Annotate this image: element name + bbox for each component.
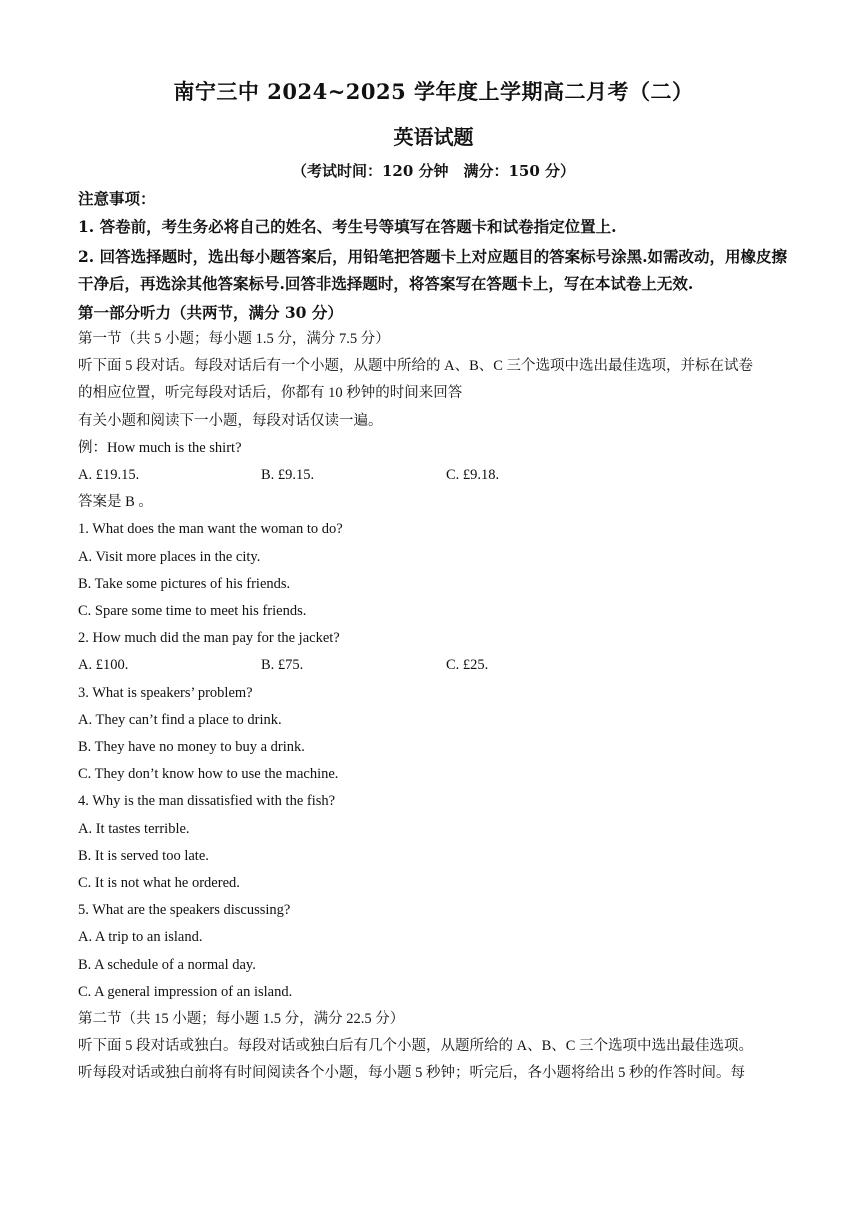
example-question: 例：How much is the shirt? — [78, 439, 242, 456]
section1-heading: 第一节（共 5 小题；每小题 1.5 分，满分 7.5 分） — [78, 331, 390, 347]
example-options — [78, 462, 793, 489]
option-c: C. A general impression of an island. — [78, 983, 293, 1000]
option-b: B. A schedule of a normal day. — [78, 956, 256, 973]
option-c: C. Spare some time to meet his friends. — [78, 603, 307, 620]
question-2-options — [78, 652, 793, 679]
option-c: C. It is not what he ordered. — [78, 875, 240, 892]
option-b: B. £75. — [261, 657, 304, 674]
option-b: B. It is served too late. — [78, 847, 209, 864]
question-5: 5. What are the speakers discussing? — [78, 902, 291, 919]
option-a: A. £100. — [78, 657, 129, 674]
section2-instruction-line: 听每段对话或独白前将有时间阅读各个小题，每小题 5 秒钟；听完后，各小题将给出 5 秒的作答时间。每 — [78, 1065, 745, 1082]
question-1: 1. What does the man want the woman to do? — [78, 521, 343, 538]
option-c: C. £25. — [446, 657, 489, 674]
option-c: C. They don’t know how to use the machine. — [78, 766, 339, 783]
option-b: B. Take some pictures of his friends. — [78, 575, 291, 592]
notice-item-2: 2. 回答选择题时，选出每小题答案后，用铅笔把答题卡上对应题目的答案标号涂黑.如需改动，用橡皮擦干净后，再选涂其他答案标号.回答非选择题时，将答案写在答题卡上，写在本试卷上无效. — [78, 247, 787, 293]
exam-title: 南宁三中 2024~2025 学年度上学期高二月考（二） — [173, 79, 694, 104]
option-b: B. They have no money to buy a drink. — [78, 739, 305, 756]
notice-heading: 注意事项： — [78, 189, 156, 208]
exam-time-info: （考试时间：120 分钟 满分：150 分） — [291, 162, 576, 180]
option-a: A. A trip to an island. — [78, 929, 203, 946]
option-b: B. £9.15. — [261, 467, 315, 484]
option-a: A. They can’t find a place to drink. — [78, 711, 282, 728]
question-4: 4. Why is the man dissatisfied with the fish? — [78, 793, 336, 810]
option-a: A. Visit more places in the city. — [78, 548, 261, 565]
section1-instruction-line: 有关小题和阅读下一小题，每段对话仅读一遍。 — [78, 412, 383, 429]
exam-subtitle: 英语试题 — [393, 125, 474, 149]
option-a: A. £19.15. — [78, 467, 140, 484]
notice-item-1: 1. 答卷前，考生务必将自己的姓名、考生号等填写在答题卡和试卷指定位置上. — [78, 217, 617, 236]
example-answer: 答案是 B 。 — [78, 494, 153, 511]
section2-heading: 第二节（共 15 小题；每小题 1.5 分，满分 22.5 分） — [78, 1011, 405, 1028]
part1-heading: 第一部分听力（共两节，满分 30 分） — [78, 303, 343, 322]
option-a: A. It tastes terrible. — [78, 820, 190, 837]
question-3: 3. What is speakers’ problem? — [78, 684, 253, 701]
section1-instruction-line: 听下面 5 段对话。每段对话后有一个小题，从题中所给的 A、B、C 三个选项中选出最佳选项，并标在试卷 — [78, 358, 754, 375]
question-2: 2. How much did the man pay for the jacket? — [78, 630, 340, 647]
section2-instruction-line: 听下面 5 段对话或独白。每段对话或独白后有几个小题，从题所给的 A、B、C 三个选项中选出最佳选项。 — [78, 1038, 754, 1055]
option-c: C. £9.18. — [446, 467, 500, 484]
exam-content — [78, 187, 793, 1088]
section1-instruction-line: 的相应位置，听完每段对话后，你都有 10 秒钟的时间来回答 — [78, 385, 463, 402]
